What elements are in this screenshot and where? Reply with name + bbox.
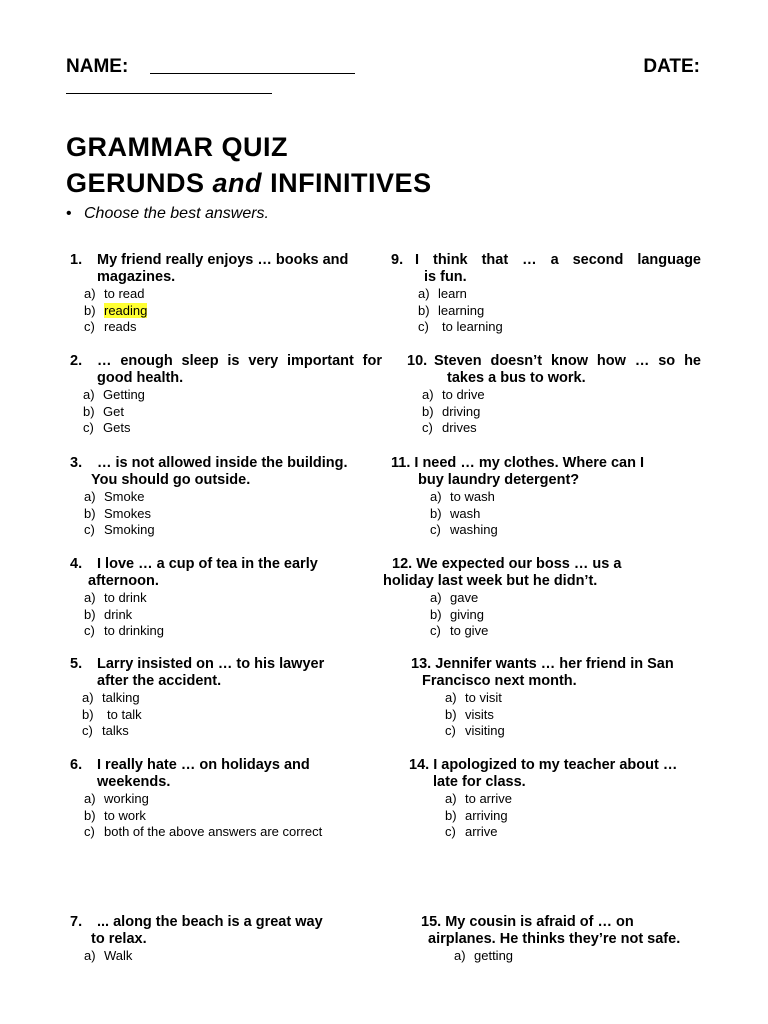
option-b[interactable]: b) wash bbox=[430, 505, 481, 521]
quiz-subtitle bbox=[66, 168, 432, 199]
options-list bbox=[70, 489, 370, 539]
question-10 bbox=[407, 353, 701, 437]
date-label: DATE: bbox=[643, 56, 700, 77]
question-text-cont: takes a bus to work. bbox=[447, 370, 586, 386]
option-c[interactable]: c) Smoking bbox=[84, 522, 155, 537]
question-text-cont: weekends. bbox=[97, 774, 171, 790]
question-3 bbox=[70, 455, 370, 539]
option-b[interactable]: b) Smokes bbox=[84, 505, 151, 521]
bullet-icon: • bbox=[66, 205, 72, 222]
highlighted-answer: reading bbox=[104, 302, 148, 318]
question-number: 15. bbox=[421, 914, 442, 930]
question-text: 14. I apologized to my teacher about … bbox=[409, 757, 678, 773]
question-4 bbox=[70, 556, 370, 640]
option-c[interactable]: c) to learning bbox=[418, 319, 503, 334]
option-c[interactable]: c) to drinking bbox=[84, 623, 164, 638]
options-list bbox=[391, 286, 701, 336]
option-b[interactable]: b) learning bbox=[418, 302, 485, 318]
question-number: 1. bbox=[70, 252, 83, 268]
option-c[interactable]: c) drives bbox=[422, 420, 477, 435]
question-number: 9. bbox=[391, 252, 404, 268]
option-a[interactable]: a) learn bbox=[418, 286, 467, 301]
option-a[interactable]: a) to wash bbox=[430, 489, 495, 504]
options-list bbox=[391, 489, 691, 539]
question-number: 10. bbox=[407, 353, 428, 369]
option-b[interactable]: b) reading bbox=[84, 302, 148, 318]
question-text: I think that … a second language bbox=[415, 252, 701, 268]
question-text: I really hate … on holidays and bbox=[97, 757, 310, 773]
question-text-cont: to relax. bbox=[91, 931, 147, 947]
option-c[interactable]: c) to give bbox=[430, 623, 489, 638]
question-14 bbox=[409, 757, 709, 841]
option-a[interactable]: a) Walk bbox=[84, 948, 133, 963]
question-text-cont: airplanes. He thinks they’re not safe. bbox=[428, 931, 681, 947]
option-c[interactable]: c) Gets bbox=[83, 420, 131, 435]
options-list bbox=[421, 948, 721, 965]
question-text: ... along the beach is a great way bbox=[97, 914, 323, 930]
name-blank-line bbox=[150, 73, 355, 74]
option-b[interactable]: b) Get bbox=[83, 403, 124, 419]
question-text: … enough sleep is very important for bbox=[97, 353, 382, 369]
question-text: Steven doesn’t know how … so he bbox=[434, 353, 701, 369]
question-number: 5. bbox=[70, 656, 83, 672]
question-text-cont: afternoon. bbox=[88, 573, 159, 589]
question-text-cont: You should go outside. bbox=[91, 472, 251, 488]
instruction-text: Choose the best answers. bbox=[84, 205, 269, 222]
question-5 bbox=[70, 656, 370, 740]
question-12 bbox=[383, 556, 693, 640]
question-text: My friend really enjoys … books and bbox=[97, 252, 349, 268]
question-text: Larry insisted on … to his lawyer bbox=[97, 656, 325, 672]
question-number: 14. bbox=[409, 757, 430, 773]
question-text: … is not allowed inside the building. bbox=[97, 455, 348, 471]
options-list bbox=[383, 590, 693, 640]
instruction bbox=[66, 205, 269, 223]
question-number: 6. bbox=[70, 757, 83, 773]
question-number: 3. bbox=[70, 455, 83, 471]
option-b[interactable]: b) to talk bbox=[82, 706, 142, 722]
option-b[interactable]: b) visits bbox=[445, 706, 494, 722]
subtitle-and: and bbox=[212, 168, 263, 198]
question-text-cont: buy laundry detergent? bbox=[418, 472, 580, 488]
question-1 bbox=[70, 252, 366, 336]
option-a[interactable]: a) to arrive bbox=[445, 791, 512, 806]
options-list bbox=[407, 387, 701, 437]
question-number: 11. bbox=[391, 455, 411, 471]
option-c[interactable]: c) washing bbox=[430, 522, 498, 537]
name-label: NAME: bbox=[66, 56, 129, 77]
option-a[interactable]: a) to visit bbox=[445, 690, 502, 705]
option-b[interactable]: b) to work bbox=[84, 807, 146, 823]
subtitle-gerunds: GERUNDS bbox=[66, 168, 205, 198]
option-b[interactable]: b) arriving bbox=[445, 807, 508, 823]
options-list bbox=[70, 690, 370, 740]
question-text: 11. I need … my clothes. Where can I bbox=[391, 455, 645, 471]
options-list bbox=[70, 948, 370, 965]
option-c[interactable]: c) arrive bbox=[445, 824, 498, 839]
question-text-cont: is fun. bbox=[424, 269, 467, 285]
option-b[interactable]: b) drink bbox=[84, 606, 133, 622]
options-list bbox=[409, 791, 709, 841]
question-11 bbox=[391, 455, 691, 539]
option-a[interactable]: a) Getting bbox=[83, 387, 145, 402]
question-text: 13. Jennifer wants … her friend in San bbox=[411, 656, 674, 672]
subtitle-infinitives: INFINITIVES bbox=[270, 168, 432, 198]
option-b[interactable]: b) giving bbox=[430, 606, 484, 622]
question-text-cont: late for class. bbox=[433, 774, 526, 790]
question-text: 12. We expected our boss … us a bbox=[392, 556, 622, 572]
question-text-cont: good health. bbox=[97, 370, 184, 386]
options-list bbox=[411, 690, 711, 740]
question-15 bbox=[421, 914, 721, 965]
date-blank-line bbox=[66, 93, 272, 94]
option-c[interactable]: c) reads bbox=[84, 319, 137, 334]
question-text-cont: after the accident. bbox=[97, 673, 222, 689]
option-b[interactable]: b) driving bbox=[422, 403, 481, 419]
option-a[interactable]: a) getting bbox=[454, 948, 514, 963]
option-a[interactable]: a) to read bbox=[84, 286, 145, 301]
question-text-cont: Francisco next month. bbox=[422, 673, 577, 689]
option-a[interactable]: a) working bbox=[84, 791, 149, 806]
question-2 bbox=[70, 353, 382, 437]
options-list bbox=[70, 387, 382, 437]
quiz-title: GRAMMAR QUIZ bbox=[66, 132, 288, 162]
question-text-cont: magazines. bbox=[97, 269, 176, 285]
option-a[interactable]: a) Smoke bbox=[84, 489, 145, 504]
question-text: I love … a cup of tea in the early bbox=[97, 556, 318, 572]
option-c[interactable]: c) talks bbox=[82, 723, 129, 738]
question-number: 13. bbox=[411, 656, 432, 672]
question-6 bbox=[70, 757, 370, 841]
option-a[interactable]: a) to drink bbox=[84, 590, 147, 605]
options-list bbox=[70, 791, 370, 841]
option-a[interactable]: a) talking bbox=[82, 690, 140, 705]
question-7 bbox=[70, 914, 370, 965]
question-number: 7. bbox=[70, 914, 83, 930]
question-13 bbox=[411, 656, 711, 740]
option-a[interactable]: a) gave bbox=[430, 590, 479, 605]
question-number: 12. bbox=[392, 556, 413, 572]
question-text: 15. My cousin is afraid of … on bbox=[421, 914, 634, 930]
question-number: 2. bbox=[70, 353, 83, 369]
option-c[interactable]: c) both of the above answers are correct bbox=[84, 824, 323, 839]
question-text-cont: holiday last week but he didn’t. bbox=[383, 573, 598, 589]
options-list bbox=[70, 590, 370, 640]
option-c[interactable]: c) visiting bbox=[445, 723, 505, 738]
options-list bbox=[70, 286, 366, 336]
question-9 bbox=[391, 252, 701, 336]
question-number: 4. bbox=[70, 556, 83, 572]
option-a[interactable]: a) to drive bbox=[422, 387, 485, 402]
